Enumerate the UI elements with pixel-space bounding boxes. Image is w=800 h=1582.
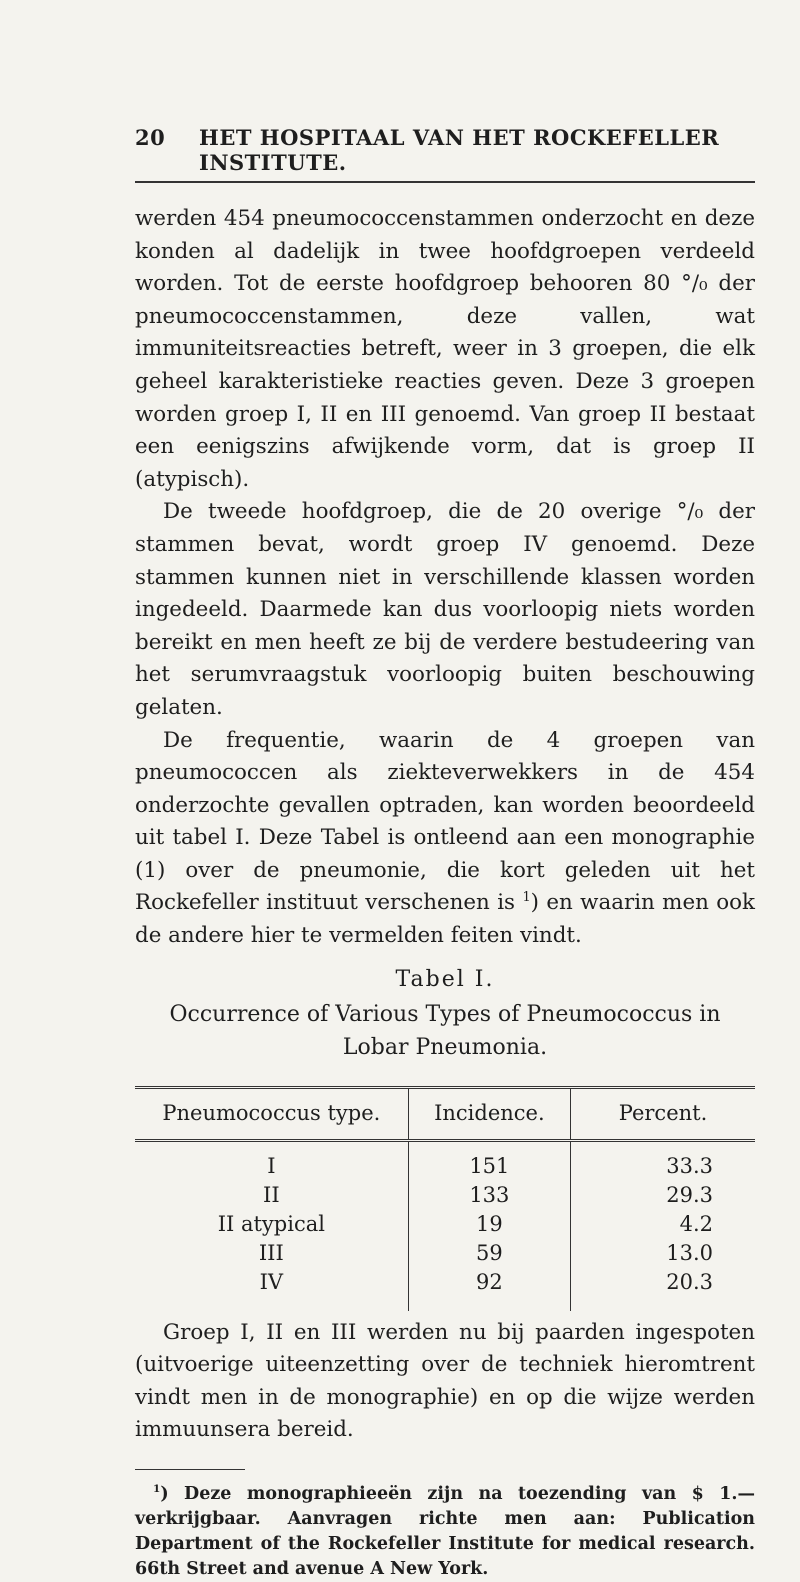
cell-type: IV (259, 1270, 284, 1295)
footnote-divider (135, 1469, 245, 1470)
table-row (135, 1268, 755, 1311)
footnote (135, 1482, 755, 1582)
cell-percent: 29.3 (571, 1181, 755, 1210)
table-row (135, 1239, 755, 1268)
paragraph-2: De tweede hoofdgroep, die de 20 overige °/₀ der stammen bevat, wordt groep IV genoemd. Deze stammen kunnen niet in verschillende klassen worden ingedeeld. Daarmede kan dus voorloopig niets worden bereikt en men heeft ze bij de verdere bestudeering van het serumvraagstuk voorloopig buiten beschouwing gelaten. (135, 499, 755, 720)
after-table-text (135, 1317, 755, 1447)
table-title: Tabel I. (395, 966, 495, 992)
cell-type: II atypical (217, 1212, 325, 1237)
cell-percent: 13.0 (571, 1239, 755, 1268)
table-row (135, 1210, 755, 1239)
incidence-table (135, 1086, 755, 1311)
paragraph-3-text-end: ) en waarin men ook de andere hier te vermelden feiten vindt. (135, 890, 756, 949)
header-percent: Percent. (571, 1087, 755, 1140)
running-title: HET HOSPITAAL VAN HET ROCKEFELLER INSTITUTE. (199, 125, 720, 175)
paragraph-1: werden 454 pneumococcenstammen onderzocht en deze konden al dadelijk in twee hoofdgroepen verdeeld worden. Tot de eerste hoofdgroep behooren 80 °/₀ der pneumococcenstammen, deze vallen, wat immuniteitsreacties betreft, weer in 3 groepen, die elk geheel karakteristieke reacties geven. Deze 3 groepen worden groep I, II en III genoemd. Van groep II bestaat een eenigszins afwijkende vorm, dat is groep II (atypisch). (135, 206, 755, 492)
paragraph-3 (135, 725, 755, 953)
table-caption: Occurrence of Various Types of Pneumococcus in Lobar Pneumonia. (169, 1001, 721, 1060)
footnote-marker: 1 (153, 1483, 161, 1496)
page (135, 125, 755, 1582)
table-row (135, 1140, 755, 1181)
footnote-reference: 1 (522, 890, 531, 906)
header-incidence: Incidence. (408, 1087, 570, 1140)
paragraph-4: Groep I, II en III werden nu bij paarden ingespoten (uitvoerige uiteenzetting over de techniek hieromtrent vindt men in de monographie) en op die wijze werden immuunsera bereid. (135, 1319, 755, 1443)
cell-incidence: 133 (408, 1181, 570, 1210)
table-header-row (135, 1087, 755, 1140)
paragraph-3-text: De frequentie, waarin de 4 groepen van pneumococcen als ziekteverwekkers in de 454 onderzochte gevallen optraden, kan worden beoordeeld uit tabel I. Deze Tabel is ontleend aan een monographie (1) over de pneumonie, die kort geleden uit het Rockefeller instituut verschenen is (135, 727, 755, 916)
footnote-text: ) Deze monographieeën zijn na toezending van $ 1.— verkrijgbaar. Aanvragen richte men aan: Publication Department of the Rockefeller Institute for medical research. 66th Street and avenue A New York. (135, 1484, 755, 1580)
cell-percent: 33.3 (571, 1140, 755, 1181)
cell-percent: 20.3 (571, 1268, 755, 1311)
body-text (135, 203, 755, 953)
page-number: 20 (135, 125, 166, 150)
cell-percent: 4.2 (571, 1210, 755, 1239)
cell-type: I (267, 1154, 276, 1179)
cell-incidence: 59 (408, 1239, 570, 1268)
cell-type: II (263, 1183, 280, 1208)
cell-incidence: 19 (408, 1210, 570, 1239)
cell-incidence: 92 (408, 1268, 570, 1311)
header-type: Pneumococcus type. (135, 1087, 408, 1140)
table-row (135, 1181, 755, 1210)
page-header (135, 125, 755, 183)
cell-type: III (258, 1241, 284, 1266)
cell-incidence: 151 (408, 1140, 570, 1181)
